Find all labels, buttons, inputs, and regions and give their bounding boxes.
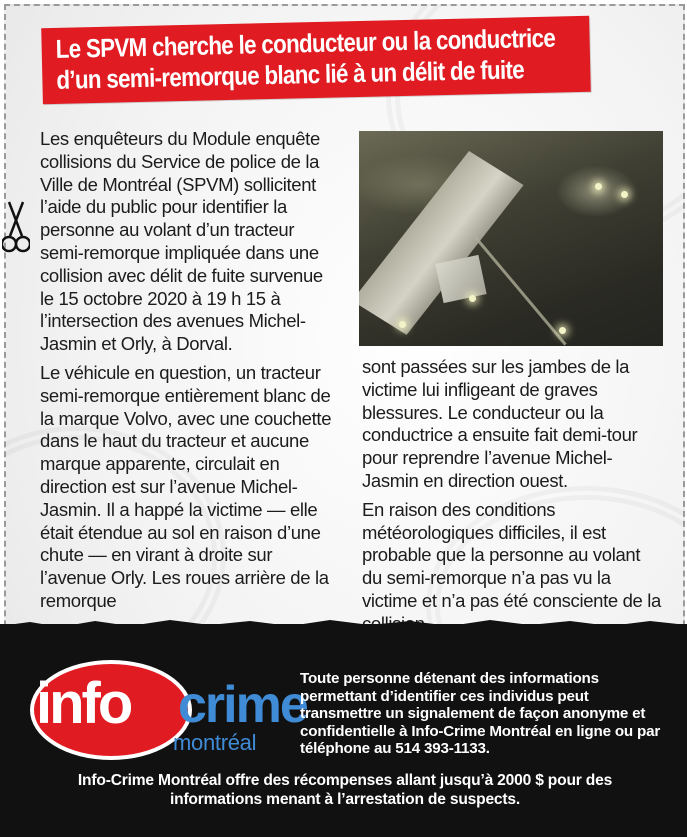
torn-edge: [0, 614, 687, 636]
logo-crime-text: crime: [178, 676, 307, 734]
headline-banner: [41, 16, 591, 104]
scissors-icon: [2, 200, 30, 256]
article-paragraph: Les enquêteurs du Module enquête collisions du Service de police de la Ville de Montréal (SPVM) sollicitent l’aide du public pour identifier la personne au volant d’un tracteur semi-remorque impliquée dans une collision avec délit de fuite survenue le 15 octobre 2020 à 19 h 15 à l’intersection des avenues Michel-Jasmin et Orly, à Dorval.: [40, 128, 323, 355]
light-glow: [621, 191, 628, 198]
article-paragraph: En raison des conditions météorologiques difficiles, il est probable que la personne au volant du semi-remorque n’a pas vu la victime et n’a pas été consciente de la: [362, 498, 661, 611]
logo-city-text: montréal: [173, 730, 257, 755]
light-glow: [469, 295, 476, 302]
truck-cab-shape: [435, 255, 486, 303]
headline-line-1: Le SPVM cherche le conducteur ou la conductrice: [55, 22, 556, 64]
reward-notice: Info-Crime Montréal offre des récompenses allant jusqu’à 2000 $ pour des informations menant à l’arrestation de suspects.: [77, 772, 613, 808]
road-marking: [474, 236, 566, 345]
article-paragraph: sont passées sur les jambes de la victime lui infligeant de graves blessures. Le conducteur ou la conductrice a ensuite fait demi-tour pour reprendre l’avenue Michel-Jasmin en direction ouest.: [362, 356, 638, 491]
tip-notice: Toute personne détenant des informations permettant d’identifier ces individus peut transmettre un signalement de façon anonyme et confidentielle à Info-Crime Montréal en ligne ou par téléphone au 514 393-1133.: [300, 670, 661, 758]
semi-trailer-shape: [359, 151, 524, 335]
headline-line-2: d’un semi-remorque blanc lié à un délit de fuite: [56, 54, 525, 95]
surveillance-photo: [359, 131, 663, 346]
article-column-left: [40, 128, 340, 619]
light-glow: [595, 183, 602, 190]
logo-info-text: info: [36, 671, 131, 736]
light-glow: [559, 327, 566, 334]
light-glow: [399, 321, 406, 328]
article-column-right: [362, 356, 662, 642]
article-paragraph: Le véhicule en question, un tracteur semi-remorque entièrement blanc de la marque Volvo, avec une couchette dans le haut du tracteur et aucune marque apparente, circulait en direction est sur l’avenue Michel-Jasmin. Il a happé la victime — elle était étendue au sol en raison d’une chute — en virant à droite sur l’avenue Orly. Les roues arrière de la remorque: [40, 361, 332, 611]
